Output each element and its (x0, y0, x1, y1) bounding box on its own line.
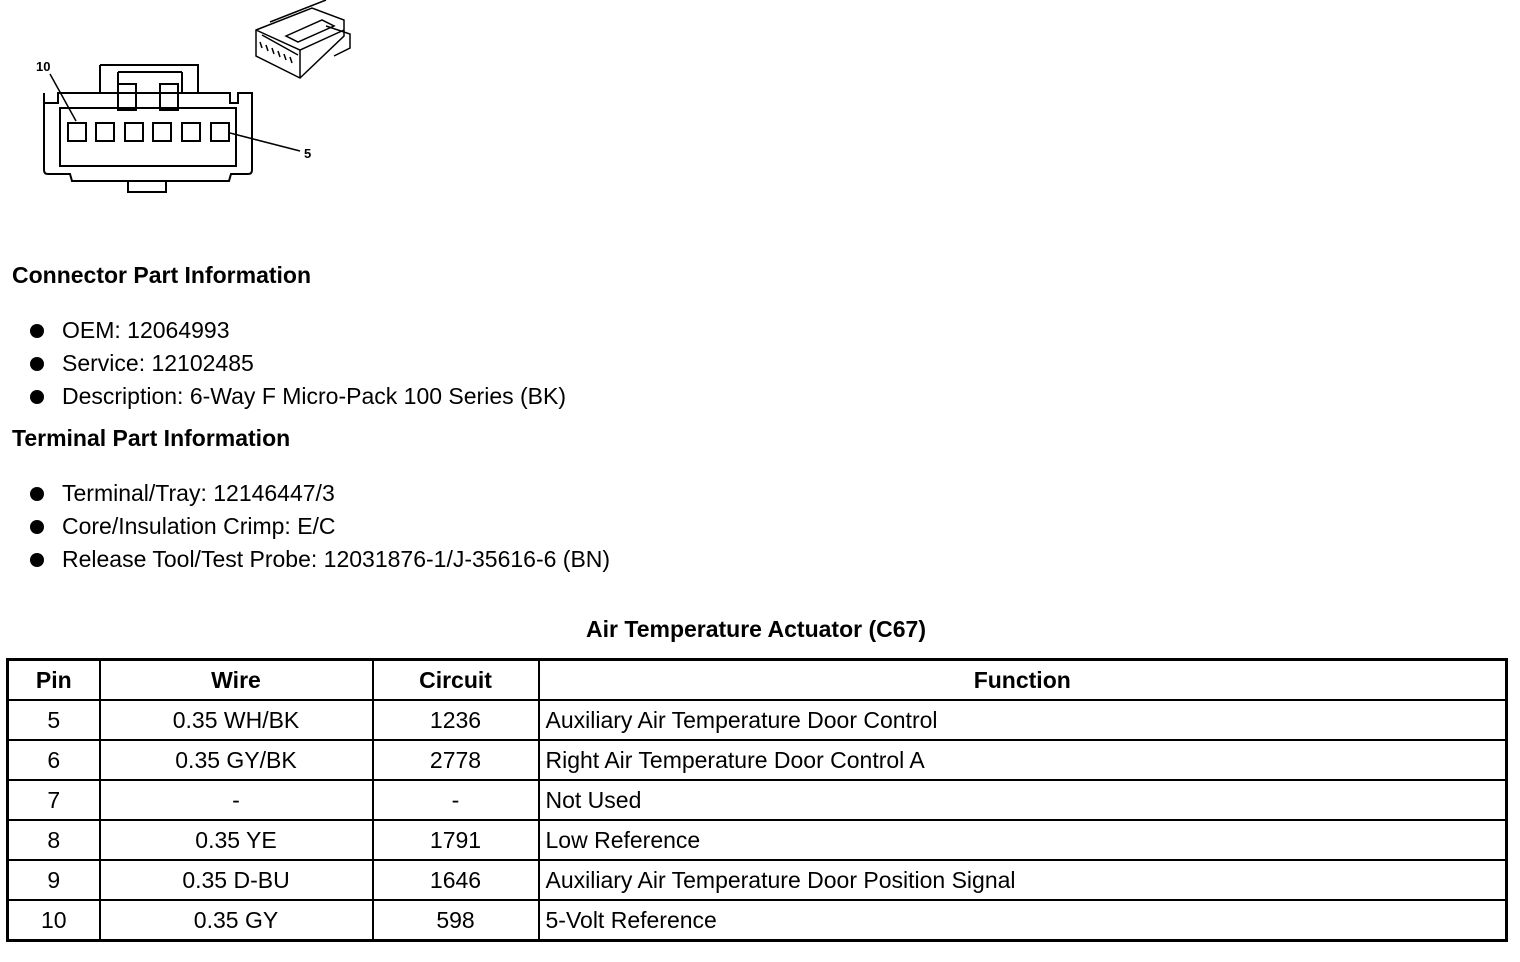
connector-diagram (0, 0, 380, 215)
table-title: Air Temperature Actuator (C67) (586, 616, 926, 642)
table-row (8, 700, 1507, 740)
list-item: Service: 12102485 (26, 347, 566, 380)
connector-key (128, 181, 166, 192)
table-row (8, 780, 1507, 820)
function-cell: 5-Volt Reference (539, 900, 1507, 941)
pinout-table (6, 658, 1508, 942)
circuit-cell: 1236 (373, 700, 539, 740)
latch-tab-left (118, 84, 136, 110)
leader-line-10 (50, 74, 76, 121)
wire-cell: - (100, 780, 373, 820)
column-header-wire: Wire (100, 660, 373, 701)
circuit-cell: 598 (373, 900, 539, 941)
pin-label-5: 5 (304, 146, 312, 161)
terminal-part-info-heading: Terminal Part Information (12, 425, 291, 451)
pin-cavity-10 (68, 123, 86, 141)
pin-cell: 9 (8, 860, 100, 900)
wire-cell: 0.35 YE (100, 820, 373, 860)
wire-cell: 0.35 GY (100, 900, 373, 941)
pin-cavity-6 (182, 123, 200, 141)
pin-cavity-5 (211, 123, 229, 141)
column-header-pin: Pin (8, 660, 100, 701)
function-cell: Not Used (539, 780, 1507, 820)
latch-tab-right (160, 84, 178, 110)
pin-cavity-9 (96, 123, 114, 141)
pin-cell: 6 (8, 740, 100, 780)
leader-line-5 (230, 133, 300, 151)
wire-cell: 0.35 WH/BK (100, 700, 373, 740)
pin-cavity-7 (153, 123, 171, 141)
circuit-cell: - (373, 780, 539, 820)
table-row (8, 740, 1507, 780)
list-item: Core/Insulation Crimp: E/C (26, 510, 610, 543)
list-item: Description: 6-Way F Micro-Pack 100 Series (BK) (26, 380, 566, 413)
table-row (8, 860, 1507, 900)
terminal-part-info-list (26, 477, 610, 576)
pin-label-10: 10 (36, 59, 51, 74)
wire-cell: 0.35 D-BU (100, 860, 373, 900)
circuit-cell: 1646 (373, 860, 539, 900)
pin-cell: 7 (8, 780, 100, 820)
connector-body-outline (44, 93, 252, 181)
function-cell: Low Reference (539, 820, 1507, 860)
connector-latch (100, 65, 198, 93)
column-header-function: Function (539, 660, 1507, 701)
pin-cell: 10 (8, 900, 100, 941)
table-header-row (8, 660, 1507, 701)
function-cell: Auxiliary Air Temperature Door Control (539, 700, 1507, 740)
connector-part-info-heading: Connector Part Information (12, 262, 312, 288)
list-item: Release Tool/Test Probe: 12031876-1/J-35616-6 (BN) (26, 543, 610, 576)
pin-cell: 5 (8, 700, 100, 740)
pin-cell: 8 (8, 820, 100, 860)
connector-isometric-view (256, 0, 350, 78)
function-cell: Right Air Temperature Door Control A (539, 740, 1507, 780)
circuit-cell: 2778 (373, 740, 539, 780)
table-row (8, 900, 1507, 941)
circuit-cell: 1791 (373, 820, 539, 860)
list-item: OEM: 12064993 (26, 314, 566, 347)
table-row (8, 820, 1507, 860)
wire-cell: 0.35 GY/BK (100, 740, 373, 780)
function-cell: Auxiliary Air Temperature Door Position Signal (539, 860, 1507, 900)
pin-cavity-8 (125, 123, 143, 141)
connector-part-info-list (26, 314, 566, 413)
column-header-circuit: Circuit (373, 660, 539, 701)
list-item: Terminal/Tray: 12146447/3 (26, 477, 610, 510)
